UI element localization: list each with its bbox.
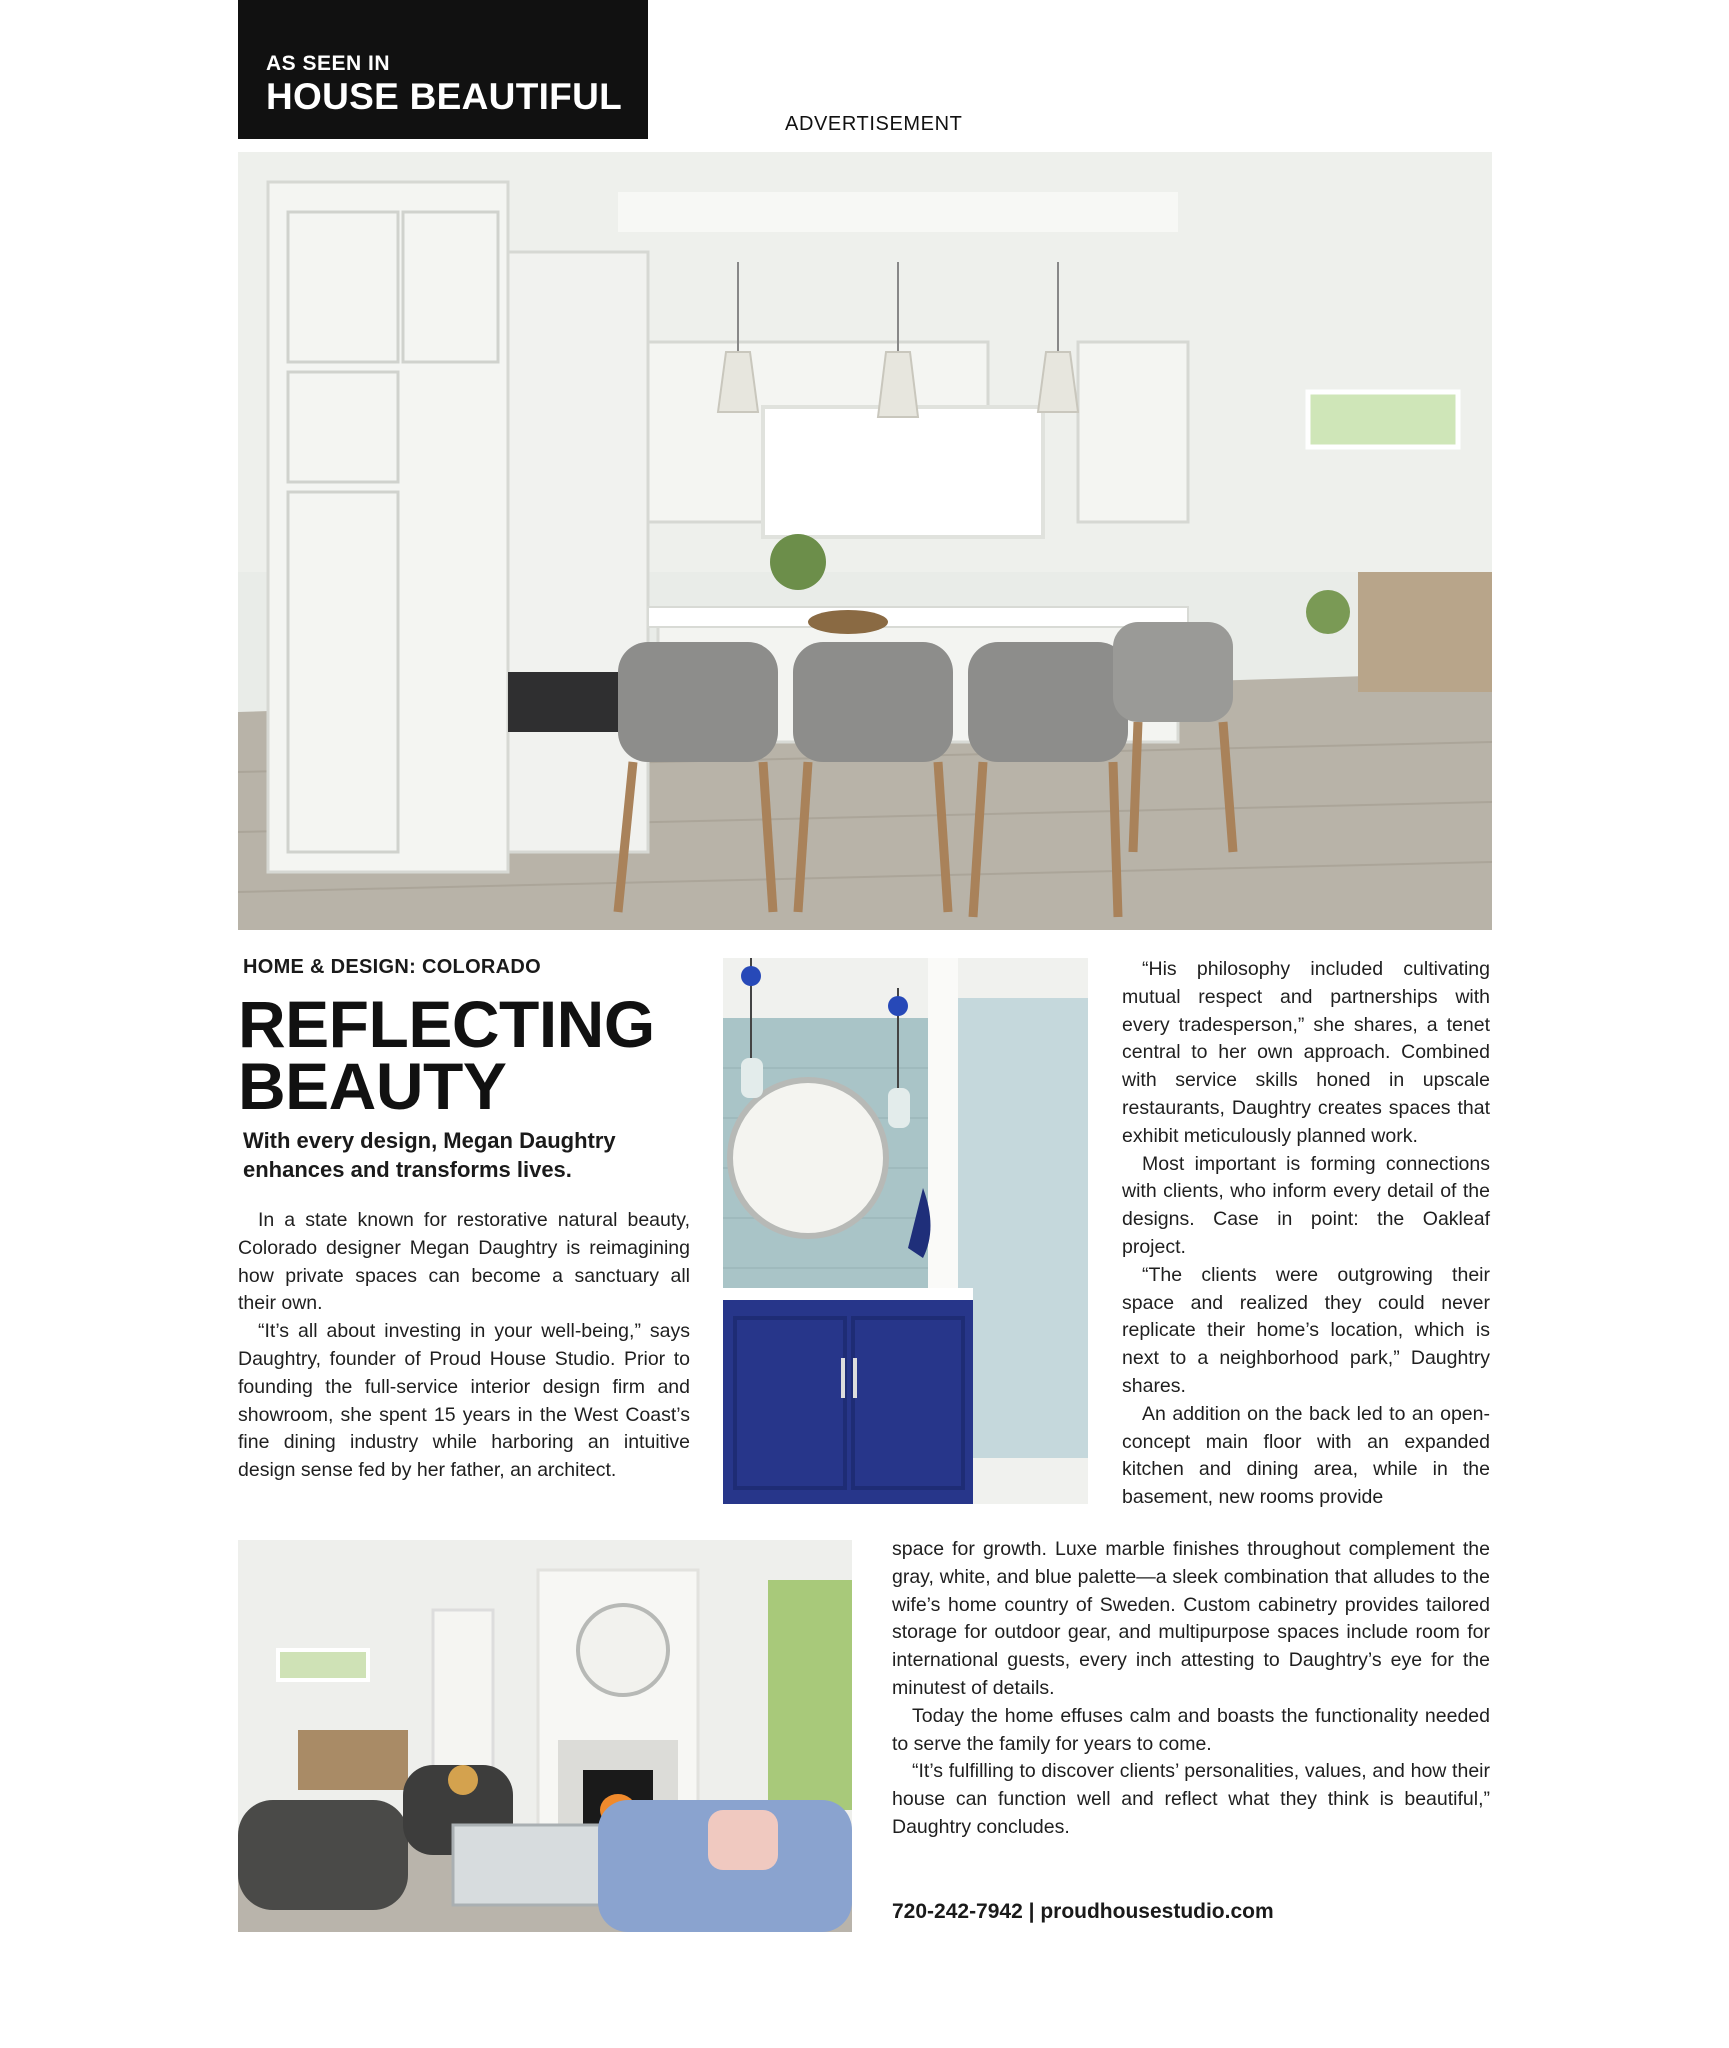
advertisement-label: ADVERTISEMENT [785, 113, 963, 135]
section-kicker: HOME & DESIGN: COLORADO [243, 956, 542, 978]
kitchen-photo [238, 152, 1492, 930]
article-column-1 [238, 1207, 690, 1485]
article-column-3 [892, 1536, 1490, 1842]
paragraph: In a state known for restorative natural beauty, Colorado designer Megan Daughtry is reimagining how private spaces can become a sanctuary all their own. [238, 1209, 690, 1315]
paragraph: “It’s all about investing in your well-being,” says Daughtry, founder of Proud House Studio. Prior to founding the full-service interior design firm and showroom, she spent 15 years in the West Coast’s fine dining industry while harboring an intuitive design sense fed by her father, an architect. [238, 1320, 690, 1482]
article-column-2 [1122, 956, 1490, 1512]
paragraph: “It’s fulfilling to discover clients’ personalities, values, and how their house can function well and reflect what they think is beautiful,” Daughtry concludes. [892, 1760, 1490, 1838]
badge-line-1: AS SEEN IN [266, 52, 391, 75]
living-room-photo [238, 1540, 852, 1932]
paragraph: Today the home effuses calm and boasts the functionality needed to serve the family for years to come. [892, 1704, 1490, 1755]
paragraph: An addition on the back led to an open-concept main floor with an expanded kitchen and dining area, while in the basement, new rooms provide [1122, 1402, 1490, 1509]
publication-badge [238, 0, 648, 139]
paragraph: Most important is forming connections with clients, who inform every detail of the designs. Case in point: the Oakleaf project. [1122, 1152, 1490, 1258]
contact-line[interactable]: 720-242-7942 | proudhousestudio.com [892, 1900, 1274, 1923]
article-dek: With every design, Megan Daughtry enhances and transforms lives. [243, 1128, 616, 1182]
headline-line-2: BEAUTY [238, 1049, 507, 1123]
paragraph-continued: space for growth. Luxe marble finishes throughout complement the gray, white, and blue palette—a sleek combination that alludes to the wife’s home country of Sweden. Custom cabinetry provides tailored storage for outdoor gear, and multipurpose spaces include room for international guests, every inch attesting to Daughtry’s eye for the minutest of details. [892, 1538, 1490, 1699]
badge-line-2: HOUSE BEAUTIFUL [266, 76, 622, 117]
paragraph: “The clients were outgrowing their space and realized they could never replicate their home’s location, which is next to a neighborhood park,” Daughtry shares. [1122, 1263, 1490, 1397]
headline-line-1: REFLECTING [238, 987, 655, 1061]
bathroom-photo [723, 958, 1088, 1504]
paragraph: “His philosophy included cultivating mutual respect and partnerships with every tradesperson,” she shares, a tenet central to her own approach. Combined with service skills honed in upscale restaurants, Daughtry creates spaces that exhibit meticulously planned work. [1122, 958, 1490, 1147]
article-headline [238, 987, 678, 1123]
